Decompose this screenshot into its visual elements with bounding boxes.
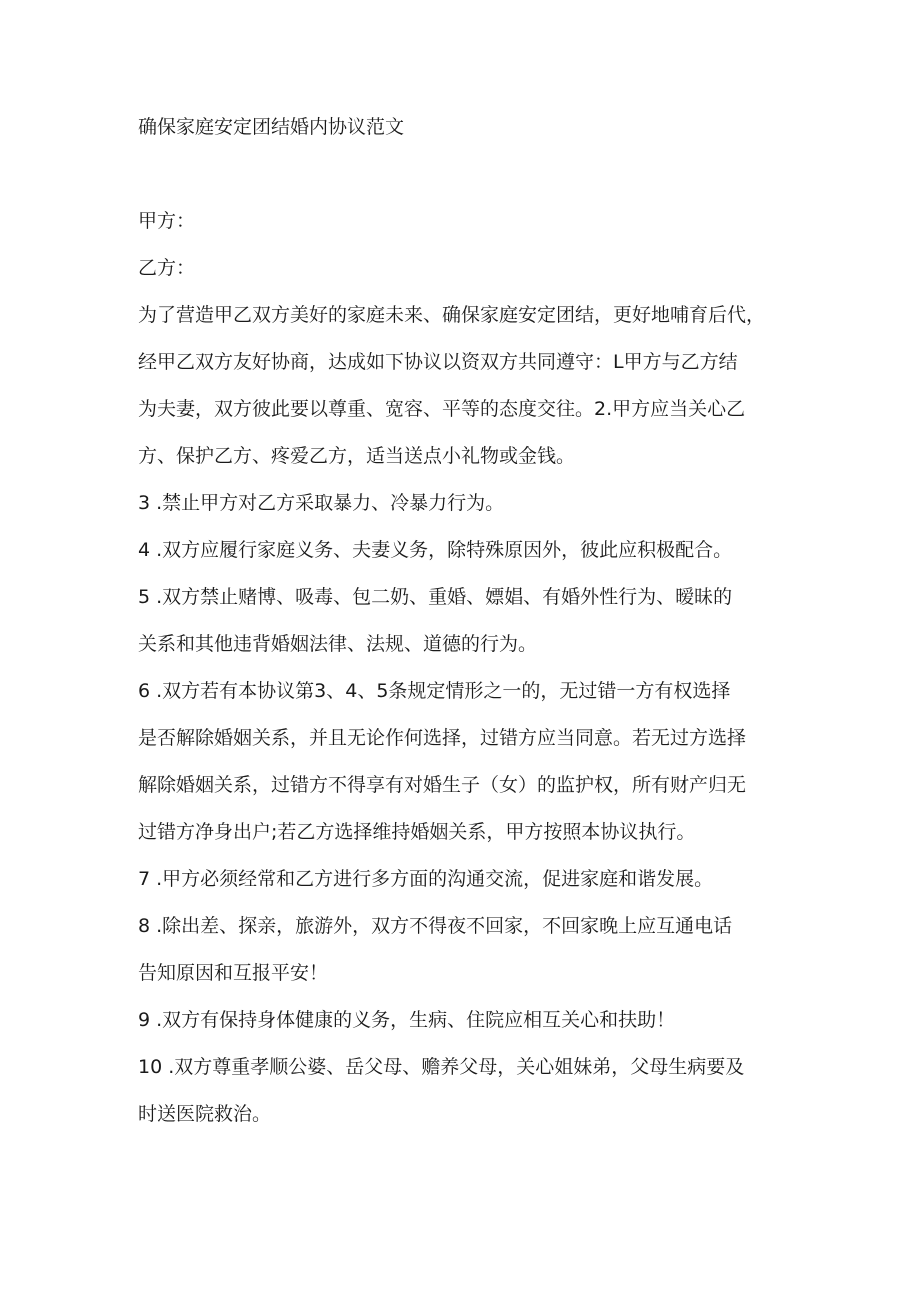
body-line: 为了营造甲乙双方美好的家庭未来、确保家庭安定团结，更好地哺育后代，: [138, 304, 766, 326]
body-line: 过错方净身出户;若乙方选择维持婚姻关系，甲方按照本协议执行。: [138, 821, 696, 843]
body-line: 5 .双方禁止赌博、吸毒、包二奶、重婚、嫖娼、有婚外性行为、暧昧的: [138, 586, 733, 608]
body-line: 是否解除婚姻关系，并且无论作何选择，过错方应当同意。若无过方选择: [138, 727, 747, 749]
body-line: 告知原因和互报平安！: [138, 962, 329, 984]
party-b-text: 乙方：: [138, 257, 196, 279]
body-line: 经甲乙双方友好协商，达成如下协议以资双方共同遵守：L甲方与乙方结: [138, 351, 738, 373]
body-line: 3 .禁止甲方对乙方采取暴力、冷暴力行为。: [138, 492, 505, 514]
body-line: 7 .甲方必须经常和乙方进行多方面的沟通交流，促进家庭和谐发展。: [138, 868, 714, 890]
body-line: 为夫妻，双方彼此要以尊重、宽容、平等的态度交往。2.甲方应当关心乙: [138, 398, 746, 420]
body-line: 解除婚姻关系，过错方不得享有对婚生子（女）的监护权，所有财产归无: [138, 774, 747, 796]
body-line: 10 .双方尊重孝顺公婆、岳父母、赡养父母，关心姐妹弟，父母生病要及: [138, 1056, 745, 1078]
document-title: 确保家庭安定团结婚内协议范文: [138, 116, 405, 138]
party-a-label: [138, 198, 798, 245]
body-line: 9 .双方有保持身体健康的义务，生病、住院应相互关心和扶助！: [138, 1009, 676, 1031]
body-line: 4 .双方应履行家庭义务、夫妻义务，除特殊原因外，彼此应积极配合。: [138, 539, 733, 561]
party-b-label: [138, 245, 798, 292]
body-line: 方、保护乙方、疼爱乙方，适当送点小礼物或金钱。: [138, 445, 576, 467]
party-a-text: 甲方：: [138, 210, 196, 232]
body-line: 时送医院救治。: [138, 1103, 272, 1125]
body-line: 8 .除出差、探亲，旅游外，双方不得夜不回家，不回家晚上应互通电话: [138, 915, 733, 937]
body-line: 关系和其他违背婚姻法律、法规、道德的行为。: [138, 633, 538, 655]
body-line: 6 .双方若有本协议第3、4、5条规定情形之一的，无过错一方有权选择: [138, 680, 731, 702]
agreement-body: [138, 292, 798, 1138]
